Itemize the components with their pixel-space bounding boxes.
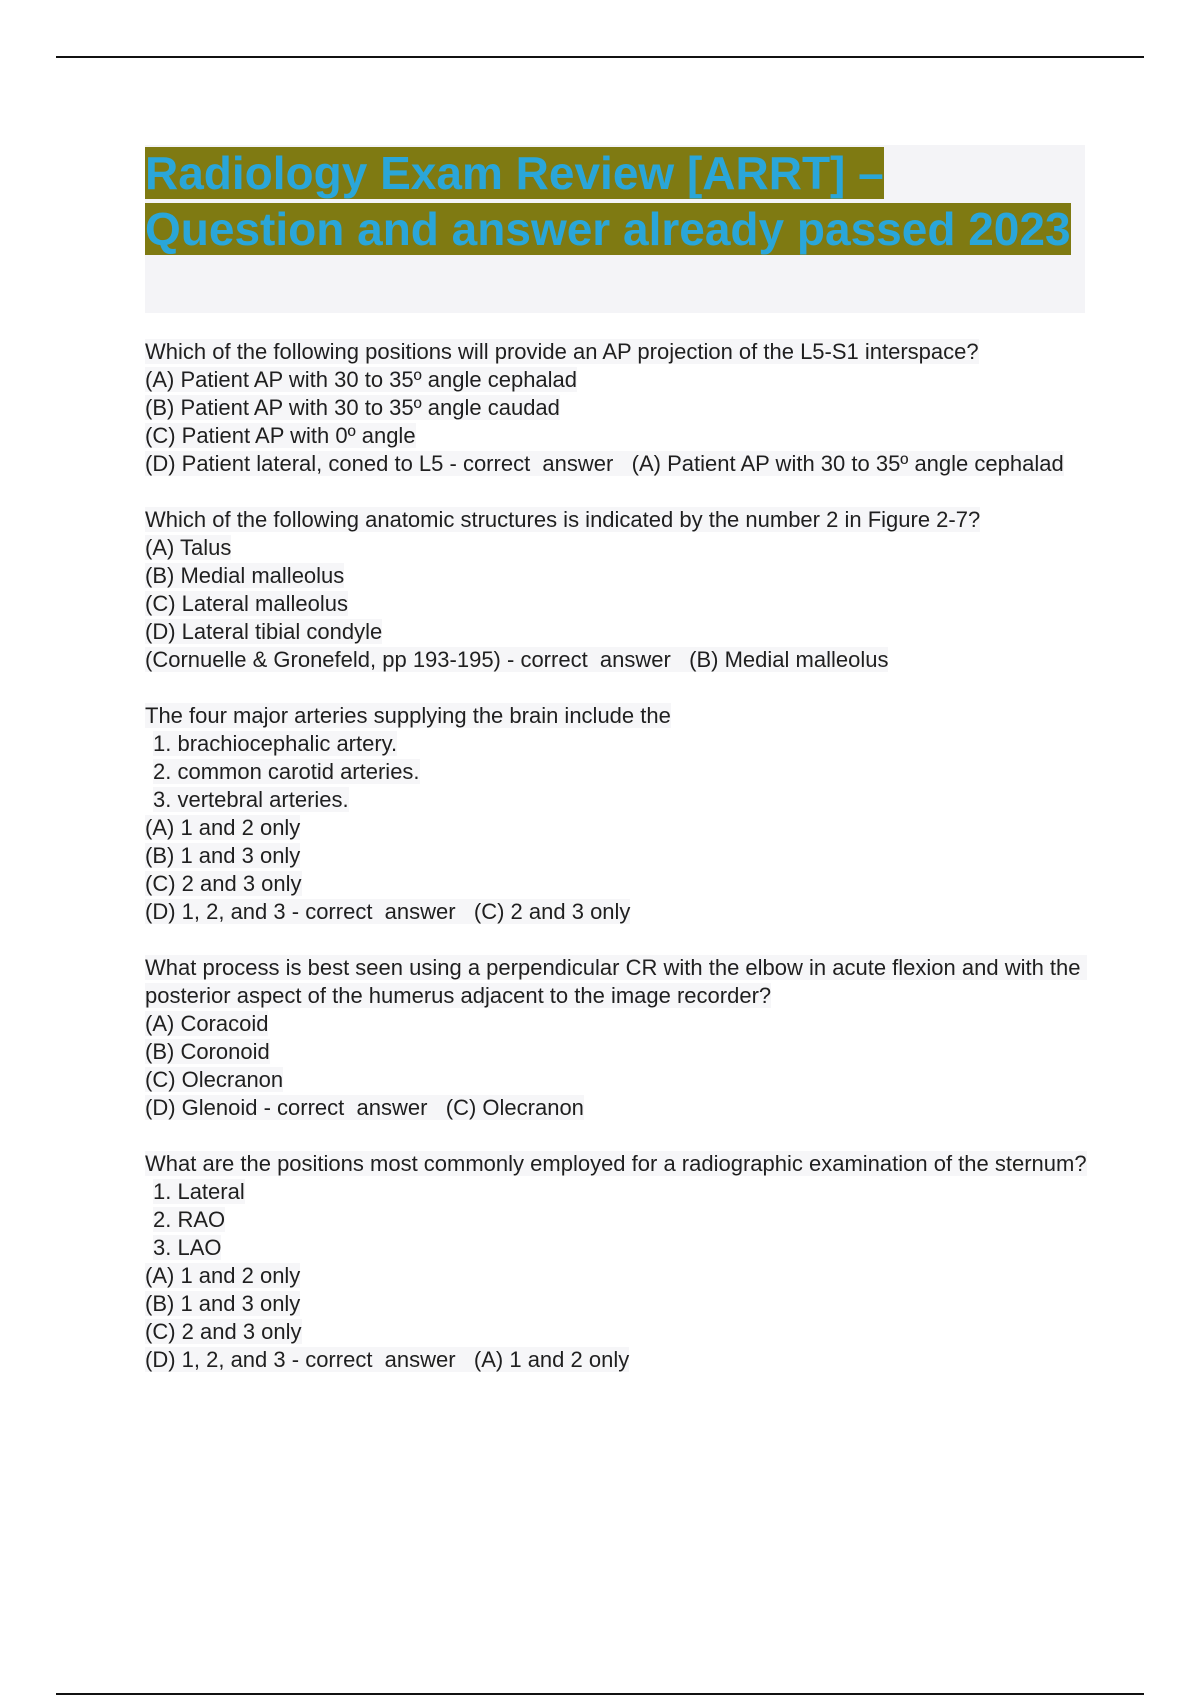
reference-with-answer bbox=[145, 646, 1090, 674]
option-d-with-answer bbox=[145, 1346, 1090, 1374]
option-c: (C) Lateral malleolus bbox=[145, 591, 348, 616]
correct-answer: (A) Patient AP with 30 to 35º angle cephalad bbox=[625, 451, 1064, 476]
document-title-text: Radiology Exam Review [ARRT] – Question and answer already passed 2023 bbox=[145, 147, 1071, 255]
option-c: (C) Olecranon bbox=[145, 1067, 284, 1092]
option-d-with-answer bbox=[145, 1094, 1090, 1122]
option-d: (D) Patient lateral, coned to L5 bbox=[145, 451, 444, 476]
qa-item bbox=[145, 954, 1090, 1122]
qa-item bbox=[145, 338, 1090, 478]
numbered-item: 2. common carotid arteries. bbox=[153, 759, 420, 784]
numbered-item: 2. RAO bbox=[153, 1207, 226, 1232]
option-a: (A) 1 and 2 only bbox=[145, 815, 301, 840]
option-c: (C) 2 and 3 only bbox=[145, 871, 302, 896]
option-a: (A) Coracoid bbox=[145, 1011, 269, 1036]
option-b: (B) Patient AP with 30 to 35º angle caudad bbox=[145, 395, 560, 420]
title-block bbox=[145, 145, 1085, 313]
question-text: What are the positions most commonly employed for a radiographic examination of the sternum? bbox=[145, 1151, 1087, 1176]
question-text: Which of the following anatomic structures is indicated by the number 2 in Figure 2-7? bbox=[145, 507, 981, 532]
option-a: (A) Patient AP with 30 to 35º angle cephalad bbox=[145, 367, 578, 392]
qa-item bbox=[145, 702, 1090, 926]
question-text: Which of the following positions will provide an AP projection of the L5-S1 interspace? bbox=[145, 339, 979, 364]
option-a: (A) Talus bbox=[145, 535, 232, 560]
header-rule bbox=[56, 56, 1144, 58]
numbered-item: 1. brachiocephalic artery. bbox=[153, 731, 398, 756]
qa-item bbox=[145, 1150, 1090, 1374]
correct-answer-label: - correct answer bbox=[500, 647, 684, 672]
option-b: (B) Coronoid bbox=[145, 1039, 270, 1064]
numbered-item: 3. vertebral arteries. bbox=[153, 787, 349, 812]
correct-answer: (C) Olecranon bbox=[439, 1095, 584, 1120]
document-title bbox=[145, 145, 1085, 257]
correct-answer: (B) Medial malleolus bbox=[683, 647, 889, 672]
correct-answer: (A) 1 and 2 only bbox=[467, 1347, 630, 1372]
option-d-with-answer bbox=[145, 898, 1090, 926]
option-c: (C) 2 and 3 only bbox=[145, 1319, 302, 1344]
numbered-item: 3. LAO bbox=[153, 1235, 222, 1260]
option-b: (B) 1 and 3 only bbox=[145, 1291, 301, 1316]
option-a: (A) 1 and 2 only bbox=[145, 1263, 301, 1288]
question-text: The four major arteries supplying the brain include the bbox=[145, 703, 671, 728]
correct-answer-label: - correct answer bbox=[443, 451, 626, 476]
numbered-item: 1. Lateral bbox=[153, 1179, 245, 1204]
option-d-with-answer bbox=[145, 450, 1090, 478]
option-d: (D) 1, 2, and 3 bbox=[145, 899, 286, 924]
qa-list bbox=[145, 338, 1090, 1402]
qa-item bbox=[145, 506, 1090, 674]
footer-rule bbox=[56, 1693, 1144, 1695]
correct-answer: (C) 2 and 3 only bbox=[467, 899, 631, 924]
option-b: (B) Medial malleolus bbox=[145, 563, 345, 588]
correct-answer-label: - correct answer bbox=[285, 899, 468, 924]
option-d: (D) 1, 2, and 3 bbox=[145, 1347, 286, 1372]
reference: (Cornuelle & Gronefeld, pp 193-195) bbox=[145, 647, 501, 672]
option-d: (D) Glenoid bbox=[145, 1095, 258, 1120]
correct-answer-label: - correct answer bbox=[285, 1347, 468, 1372]
option-b: (B) 1 and 3 only bbox=[145, 843, 301, 868]
correct-answer-label: - correct answer bbox=[257, 1095, 440, 1120]
option-d: (D) Lateral tibial condyle bbox=[145, 619, 383, 644]
option-c: (C) Patient AP with 0º angle bbox=[145, 423, 416, 448]
question-text: What process is best seen using a perpendicular CR with the elbow in acute flexion and with the posterior aspect of the humerus adjacent to the image recorder? bbox=[145, 955, 1087, 1008]
